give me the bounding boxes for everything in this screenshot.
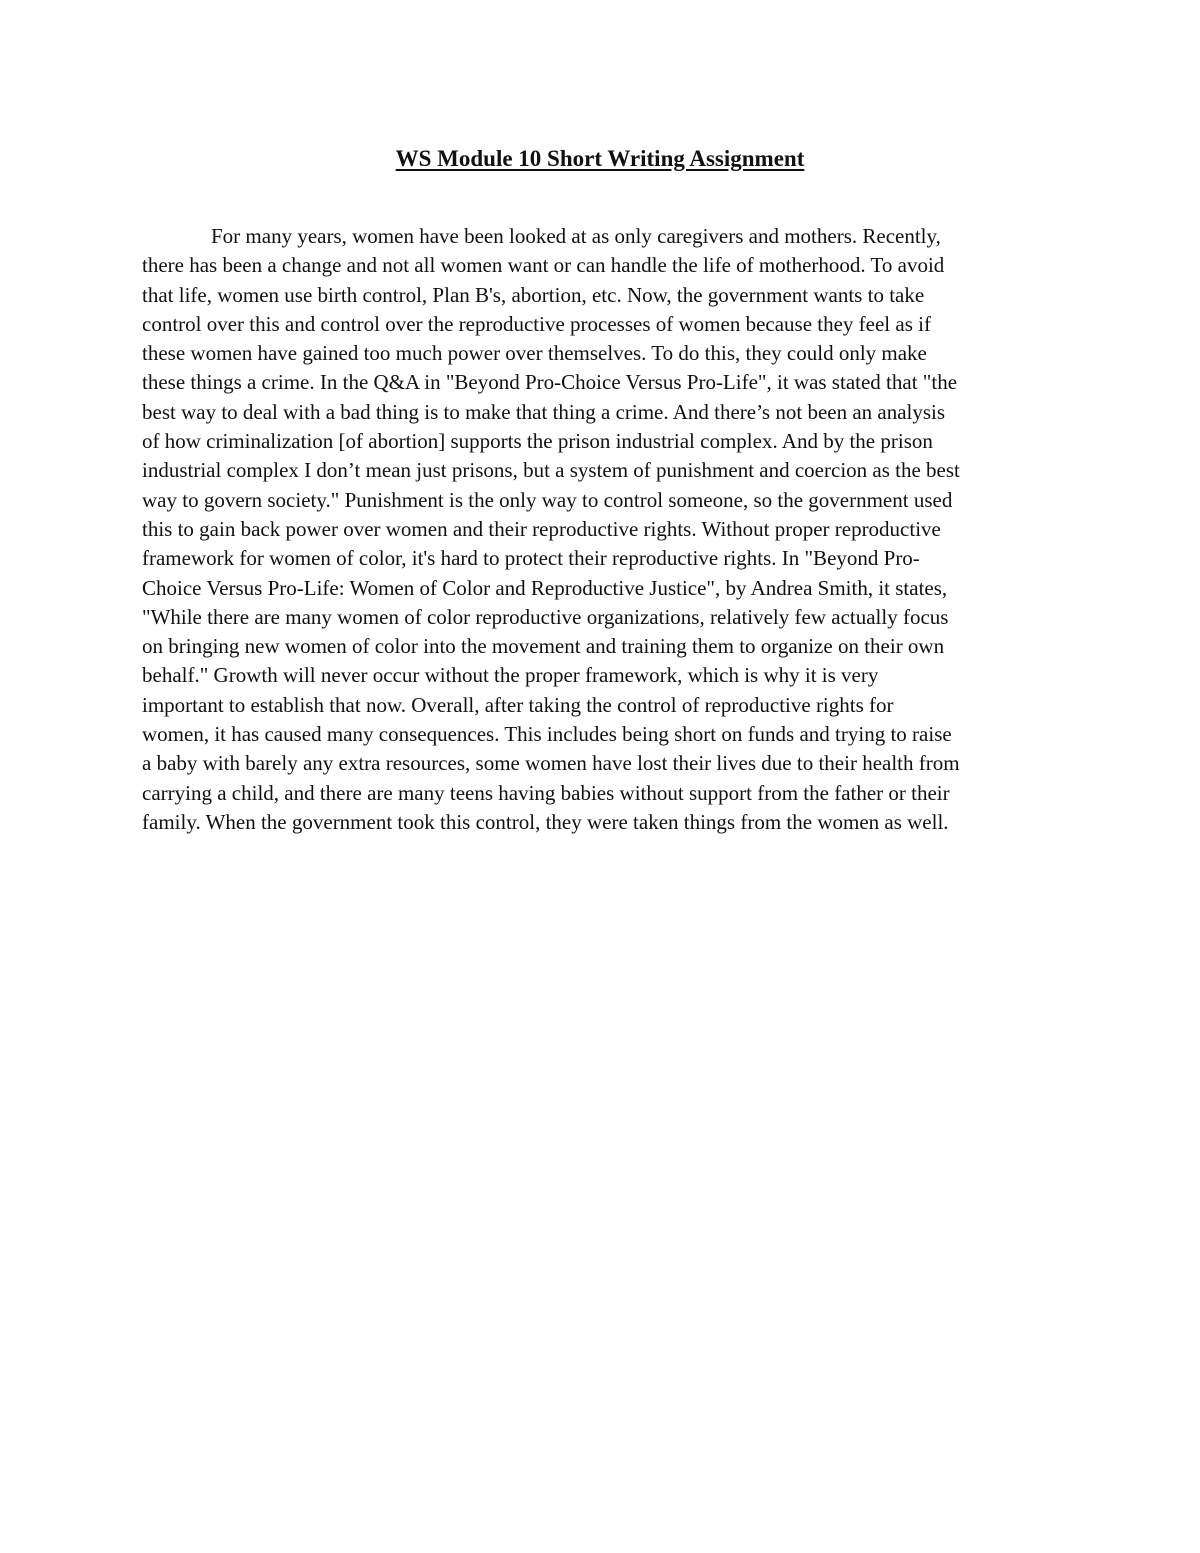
paragraph-line: industrial complex I don’t mean just prisons, but a system of punishment and coercion as the best bbox=[142, 458, 960, 483]
paragraph-line: behalf." Growth will never occur without the proper framework, which is why it is very bbox=[142, 663, 879, 688]
paragraph-line: "While there are many women of color reproductive organizations, relatively few actually focus bbox=[142, 604, 949, 629]
paragraph-line: these things a crime. In the Q&A in "Beyond Pro-Choice Versus Pro-Life", it was stated that "the bbox=[142, 370, 958, 395]
paragraph-line: Choice Versus Pro-Life: Women of Color and Reproductive Justice", by Andrea Smith, it states, bbox=[142, 575, 948, 600]
paragraph-line bbox=[142, 222, 1072, 251]
paragraph-line: way to govern society." Punishment is the only way to control someone, so the government used bbox=[142, 487, 953, 512]
paragraph-line: carrying a child, and there are many teens having babies without support from the father or their bbox=[142, 780, 950, 805]
paragraph-line: important to establish that now. Overall, after taking the control of reproductive rights for bbox=[142, 692, 894, 717]
paragraph-line: control over this and control over the reproductive processes of women because they feel as if bbox=[142, 311, 931, 336]
paragraph-line: this to gain back power over women and their reproductive rights. Without proper reproductive bbox=[142, 516, 941, 541]
paragraph-line: framework for women of color, it's hard to protect their reproductive rights. In "Beyond Pro- bbox=[142, 546, 920, 571]
body-paragraph bbox=[142, 222, 1072, 837]
document-title: WS Module 10 Short Writing Assignment bbox=[395, 146, 805, 171]
paragraph-line: family. When the government took this control, they were taken things from the women as well. bbox=[142, 809, 949, 834]
paragraph-line: that life, women use birth control, Plan B's, abortion, etc. Now, the government wants to take bbox=[142, 282, 925, 307]
paragraph-line: these women have gained too much power over themselves. To do this, they could only make bbox=[142, 341, 927, 366]
paragraph-line: on bringing new women of color into the movement and training them to organize on their own bbox=[142, 634, 945, 659]
paragraph-line: women, it has caused many consequences. This includes being short on funds and trying to raise bbox=[142, 722, 952, 747]
paragraph-line: a baby with barely any extra resources, some women have lost their lives due to their health from bbox=[142, 751, 960, 776]
line-text: For many years, women have been looked at as only caregivers and mothers. Recently, bbox=[211, 224, 941, 248]
paragraph-line: of how criminalization [of abortion] supports the prison industrial complex. And by the prison bbox=[142, 429, 933, 454]
paragraph-line: there has been a change and not all women want or can handle the life of motherhood. To avoid bbox=[142, 253, 945, 278]
paragraph-line: best way to deal with a bad thing is to make that thing a crime. And there’s not been an analysis bbox=[142, 399, 946, 424]
